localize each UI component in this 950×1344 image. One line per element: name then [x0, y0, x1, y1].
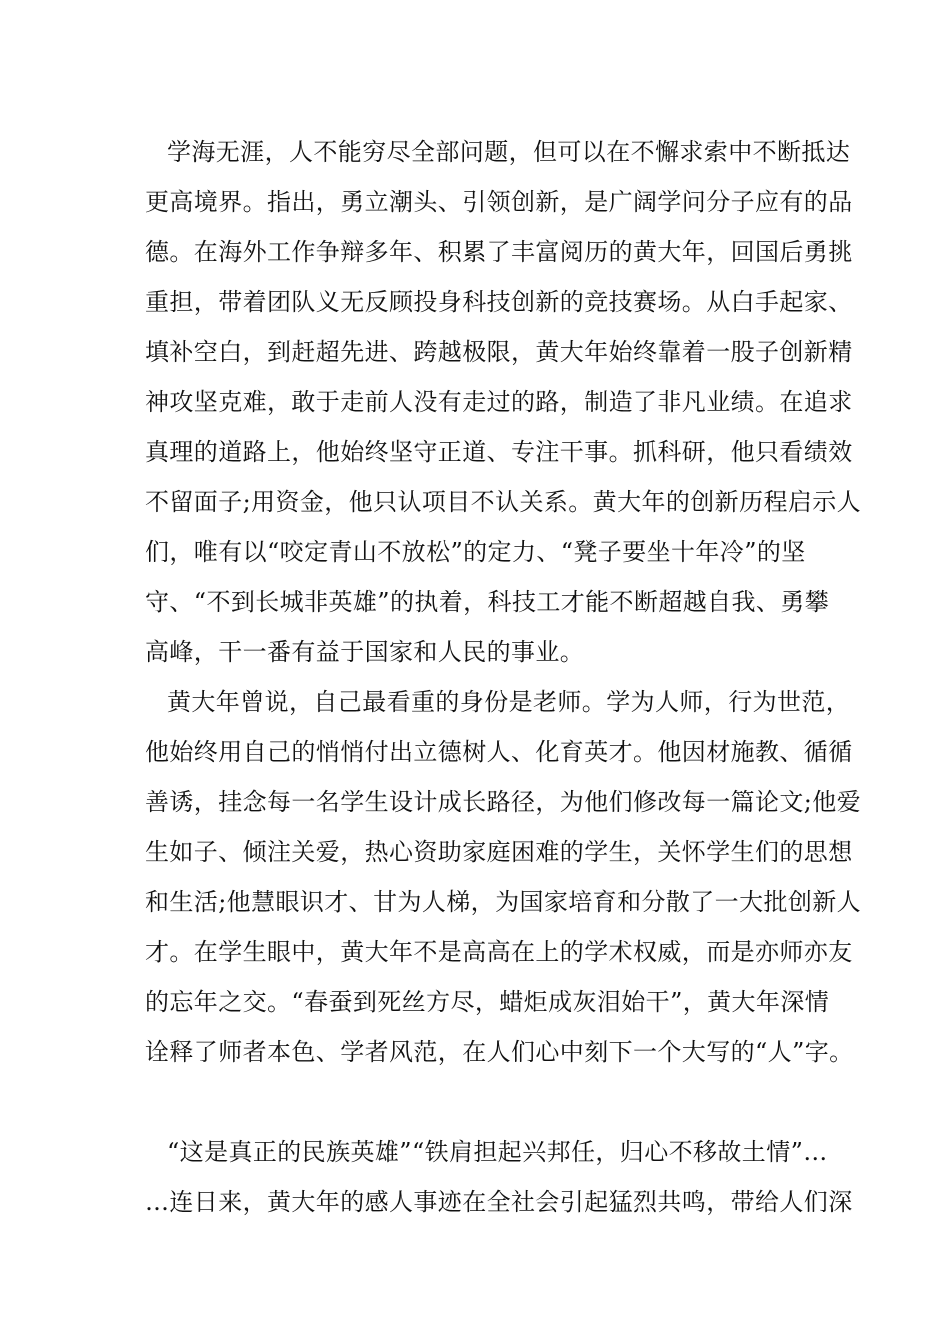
paragraph-1-line-2: 更高境界。指出，勇立潮头、引领创新，是广阔学问分子应有的品	[145, 188, 853, 216]
paragraph-2-line-4: 生如子、倾注关爱，热心资助家庭困难的学生，关怀学生们的思想	[145, 838, 853, 866]
paragraph-1-line-1: 学海无涯，人不能穷尽全部问题，但可以在不懈求索中不断抵达	[167, 138, 851, 166]
paragraph-2-line-7: 的忘年之交。“春蚕到死丝方尽，蜡炬成灰泪始干”，黄大年深情	[145, 988, 830, 1016]
paragraph-2-line-5: 和生活;他慧眼识才、甘为人梯，为国家培育和分散了一大批创新人	[145, 888, 862, 916]
paragraph-1-line-11: 高峰，干一番有益于国家和人民的事业。	[145, 638, 585, 666]
paragraph-2-line-1: 黄大年曾说，自己最看重的身份是老师。学为人师，行为世范，	[167, 688, 851, 716]
paragraph-3-line-2: …连日来，黄大年的感人事迹在全社会引起猛烈共鸣，带给人们深	[145, 1188, 853, 1216]
paragraph-2-line-6: 才。在学生眼中，黄大年不是高高在上的学术权威，而是亦师亦友	[145, 938, 853, 966]
paragraph-2-line-3: 善诱，挂念每一名学生设计成长路径，为他们修改每一篇论文;他爱	[145, 788, 862, 816]
paragraph-2-line-2: 他始终用自己的悄悄付出立德树人、化育英才。他因材施教、循循	[145, 738, 853, 766]
paragraph-2-line-8: 诠释了师者本色、学者风范，在人们心中刻下一个大写的“人”字。	[145, 1038, 854, 1066]
paragraph-1-line-7: 真理的道路上，他始终坚守正道、专注干事。抓科研，他只看绩效	[145, 438, 853, 466]
paragraph-1-line-5: 填补空白，到赶超先进、跨越极限，黄大年始终靠着一股子创新精	[145, 338, 853, 366]
paragraph-1-line-9: 们，唯有以“咬定青山不放松”的定力、“凳子要坐十年冷”的坚	[145, 538, 806, 566]
paragraph-3-line-1: “这是真正的民族英雄”“铁肩担起兴邦任，归心不移故土情”…	[167, 1138, 828, 1166]
paragraph-1-line-10: 守、“不到长城非英雄”的执着，科技工才能不断超越自我、勇攀	[145, 588, 830, 616]
paragraph-1-line-6: 神攻坚克难，敢于走前人没有走过的路，制造了非凡业绩。在追求	[145, 388, 853, 416]
paragraph-1-line-3: 德。在海外工作争辩多年、积累了丰富阅历的黄大年，回国后勇挑	[145, 238, 853, 266]
paragraph-1-line-8: 不留面子;用资金，他只认项目不认关系。黄大年的创新历程启示人	[145, 488, 862, 516]
paragraph-1-line-4: 重担，带着团队义无反顾投身科技创新的竞技赛场。从白手起家、	[145, 288, 853, 316]
